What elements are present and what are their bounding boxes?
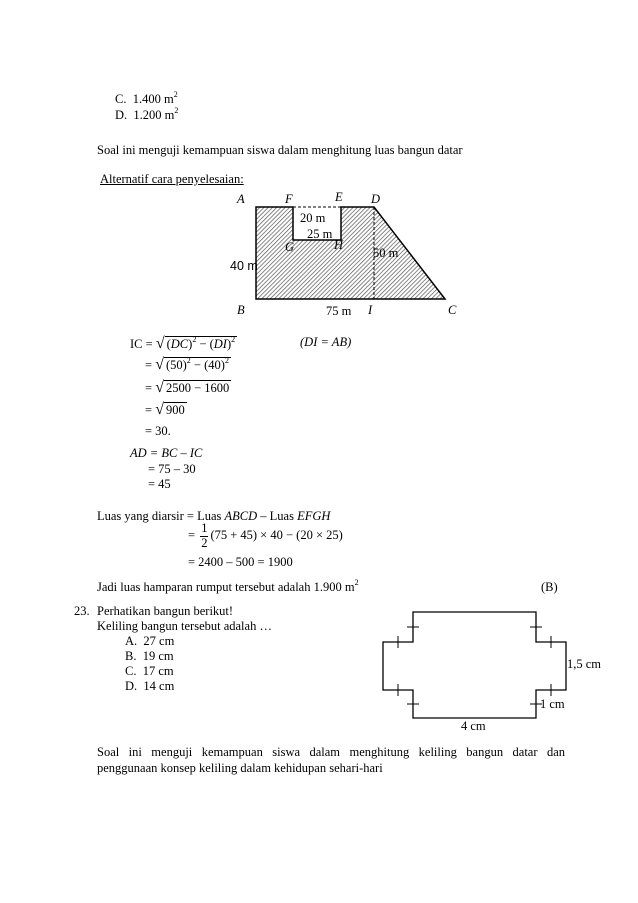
label-i: I	[368, 303, 373, 317]
question-number: 23.	[74, 604, 90, 618]
ad-step-3: = 45	[148, 477, 171, 491]
ic-step-5: = 30.	[145, 424, 171, 438]
area-line-3: = 2400 – 500 = 1900	[188, 555, 293, 569]
q23-option-b: B. 19 cm	[125, 649, 174, 663]
label-e: E	[335, 190, 343, 204]
label-f: F	[285, 192, 293, 206]
question-line-1: Perhatikan bangun berikut!	[97, 604, 234, 618]
alternative-heading: Alternatif cara penyelesaian:	[100, 172, 244, 186]
di-equals-ab-note: (DI = AB)	[300, 335, 352, 349]
label-side: 1,5 cm	[567, 657, 602, 671]
dim-left: 40 m	[230, 259, 258, 273]
label-a: A	[237, 192, 245, 206]
ic-formula: IC = √ (DC)$^2$ − (DI)$^2$	[130, 335, 236, 352]
question-line-2: Keliling bangun tersebut adalah …	[97, 619, 272, 633]
description-2-line-2: penggunaan konsep keliling dalam kehidupan sehari-hari	[97, 761, 383, 775]
ad-formula: AD = BC – IC	[130, 446, 203, 460]
answer-b: (B)	[541, 580, 558, 594]
option-c: C. 1.400 $m^2$	[115, 90, 178, 106]
label-b: B	[237, 303, 245, 317]
label-g: G	[285, 240, 295, 254]
ic-step-4: = √ 900	[145, 401, 185, 418]
tick-marks	[398, 627, 551, 704]
dim-fe: 20 m	[300, 211, 326, 225]
conclusion-text: Jadi luas hamparan rumput tersebut adalah 1.900 $m^2$	[97, 578, 359, 594]
ic-step-3: = √ 2500 − 1600	[145, 379, 230, 396]
label-notch: 1 cm	[540, 697, 565, 711]
ad-step-2: = 75 – 30	[148, 462, 196, 476]
label-h: H	[334, 238, 344, 252]
label-bottom: 4 cm	[461, 719, 486, 733]
dim-gh: 25 m	[307, 227, 333, 241]
q23-option-c: C. 17 cm	[125, 664, 174, 678]
ic-step-2: = √ $(50)^2 - (40)^2$	[145, 356, 229, 373]
option-d: D. 1.200 $m^2$	[115, 106, 179, 122]
area-line-1: Luas yang diarsir = Luas ABCD – Luas EFGH	[97, 509, 331, 523]
q23-option-a: A. 27 cm	[125, 634, 175, 648]
label-c: C	[448, 303, 457, 317]
label-d: D	[371, 192, 381, 206]
area-line-2: = $\frac{1}{2}$ (75 + 45) × 40 − (20 × 25)	[188, 521, 343, 550]
description-2-line-1: Soal ini menguji kemampuan siswa dalam menghitung keliling bangun datar dan	[97, 745, 565, 759]
dim-di: 50 m	[373, 246, 399, 260]
dim-bottom: 75 m	[326, 304, 352, 318]
polygon-outline	[383, 612, 566, 718]
description-1: Soal ini menguji kemampuan siswa dalam menghitung luas bangun datar	[97, 143, 463, 157]
q23-option-d: D. 14 cm	[125, 679, 175, 693]
